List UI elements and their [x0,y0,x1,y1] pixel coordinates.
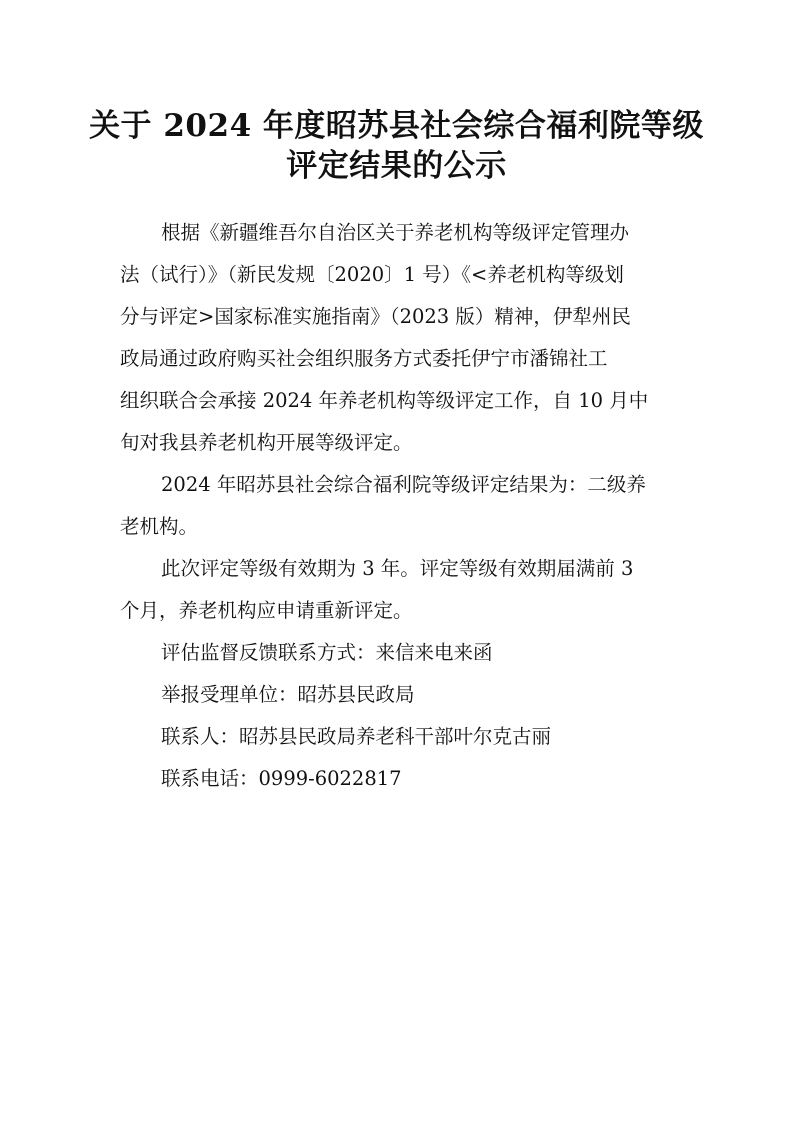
report-unit: 举报受理单位：昭苏县民政局 [161,683,415,706]
paragraph-result [120,464,680,548]
paragraph-line: 老机构。 [120,515,199,538]
paragraph-line: 根据《新疆维吾尔自治区关于养老机构等级评定管理办 [161,221,630,244]
paragraph-basis [120,212,680,464]
contact-phone: 联系电话：0999-6022817 [161,767,402,790]
paragraph-line: 2024 年昭苏县社会综合福利院等级评定结果为：二级养 [161,473,646,496]
paragraph-line: 法（试行）》（新民发规〔2020〕1 号）《<养老机构等级划 [120,263,624,286]
contact-person: 联系人：昭苏县民政局养老科干部叶尔克古丽 [161,725,552,748]
paragraph-line: 个月，养老机构应申请重新评定。 [120,599,413,622]
document-title-line-1: 关于 2024 年度昭苏县社会综合福利院等级 [89,108,704,144]
document-title-line-2: 评定结果的公示 [286,148,507,184]
supervision-contact: 评估监督反馈联系方式：来信来电来函 [161,641,493,664]
paragraph-validity [120,548,680,632]
paragraph-line: 旬对我县养老机构开展等级评定。 [120,431,413,454]
paragraph-line: 政局通过政府购买社会组织服务方式委托伊宁市潘锦社工 [120,347,608,370]
paragraph-line: 组织联合会承接 2024 年养老机构等级评定工作，自 10 月中 [120,389,649,412]
paragraph-line: 此次评定等级有效期为 3 年。评定等级有效期届满前 3 [161,557,634,580]
paragraph-line: 分与评定>国家标准实施指南》（2023 版）精神，伊犁州民 [120,305,631,328]
